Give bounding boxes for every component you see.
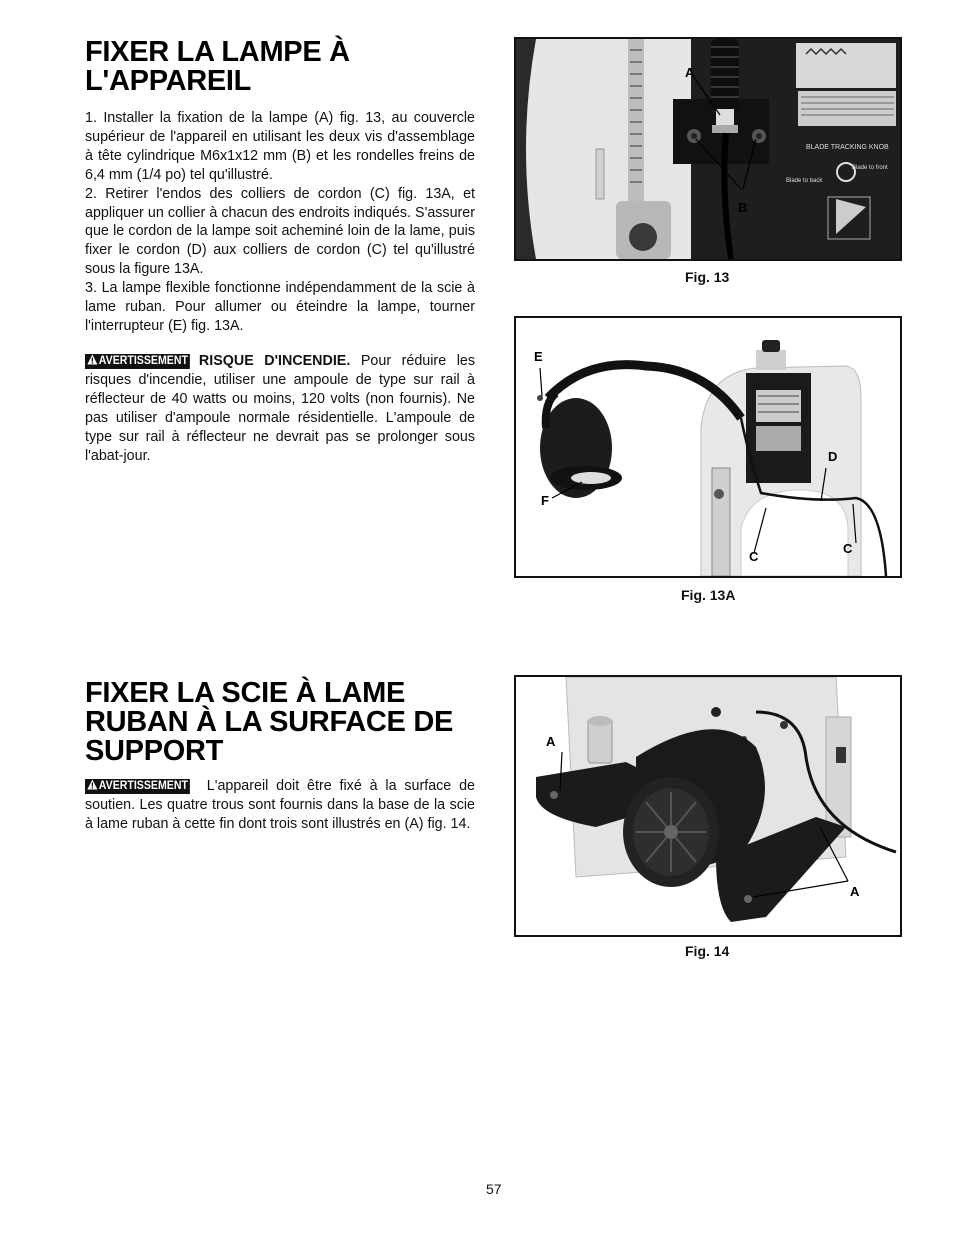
- warning-badge-label: AVERTISSEMENT: [98, 355, 188, 367]
- fig14-callout-a-left: A: [546, 734, 556, 749]
- fire-warning-paragraph: [85, 352, 475, 465]
- step-2: 2. Retirer l'endos des colliers de cordon (C) fig. 13A, et appliquer un collier à chacun des endroits indiqués. S'assurer que le cordon de la lampe soit acheminé loin de la lame, puis fixer le cordon (D) aux colliers de cordon (C) tel qu'illustré sous la figure 13A.: [85, 185, 475, 278]
- fig13-caption: Fig. 13: [685, 269, 730, 285]
- fig13a-caption: Fig. 13A: [681, 587, 736, 603]
- figure-13a: [514, 316, 902, 578]
- warning-triangle-icon: [87, 779, 98, 790]
- fig14-caption: Fig. 14: [685, 943, 730, 959]
- heading-fixer-la-scie: FIXER LA SCIE À LAME RUBAN À LA SURFACE DE SUPPORT: [85, 677, 454, 767]
- fig13a-callout-f: F: [541, 493, 549, 508]
- mounting-instructions: [85, 777, 475, 834]
- mounting-paragraph: [85, 777, 475, 834]
- warning-title: RISQUE D'INCENDIE.: [198, 353, 351, 369]
- fig13a-callout-c-left: C: [749, 549, 759, 564]
- fig13-callout-a: A: [685, 65, 695, 80]
- fig13a-callout-c-right: C: [843, 541, 853, 556]
- warning-badge: [85, 779, 190, 794]
- heading-fixer-la-lampe: FIXER LA LAMPE À L'APPAREIL: [85, 36, 350, 97]
- page-number: 57: [486, 1181, 502, 1197]
- warning-badge-label: AVERTISSEMENT: [98, 780, 188, 792]
- figure-13-photo: [516, 39, 900, 259]
- figure-14: [514, 675, 902, 937]
- fig13a-callout-e: E: [534, 349, 543, 364]
- figure-14-photo: [516, 677, 900, 935]
- fig13-callout-b: B: [738, 200, 748, 215]
- step-1: 1. Installer la fixation de la lampe (A) fig. 13, au couvercle supérieur de l'appareil en utilisant les deux vis d'assemblage à tête cylindrique M6x1x12 mm (B) et les rondelles freins de 6,4 mm (1/4 po) tel qu'illustré.: [85, 110, 475, 183]
- panel-text-1: BLADE TRACKING KNOB: [806, 144, 889, 151]
- panel-text-2: Blade to front: [852, 165, 888, 171]
- warning-text: Pour réduire les risques d'incendie, utiliser une ampoule de type sur rail à réflecteur de 40 watts ou moins, 120 volts (non fournis). Ne pas utiliser d'ampoule normale résidentielle. L'ampoule de type sur rail à réflecteur ne devrait pas se prolonger sous l'abat-jour.: [85, 353, 475, 464]
- fig14-callout-a-right: A: [850, 884, 860, 899]
- mounting-text: L'appareil doit être fixé à la surface de soutien. Les quatre trous sont fournis dans la base de la scie à lame ruban à cette fin dont trois sont illustrés en (A) fig. 14.: [85, 778, 475, 832]
- warning-triangle-icon: [87, 354, 98, 365]
- fig13a-callout-d: D: [828, 449, 838, 464]
- lamp-instructions: [85, 109, 475, 336]
- figure-13: [514, 37, 902, 261]
- fire-warning: [85, 352, 475, 465]
- panel-text-3: Blade to back: [786, 178, 823, 184]
- figure-13a-photo: [516, 318, 900, 576]
- step-3: 3. La lampe flexible fonctionne indépendamment de la scie à lame ruban. Pour allumer ou éteindre la lampe, tourner l'interrupteur (E) fig. 13A.: [85, 280, 475, 334]
- warning-badge: [85, 354, 190, 369]
